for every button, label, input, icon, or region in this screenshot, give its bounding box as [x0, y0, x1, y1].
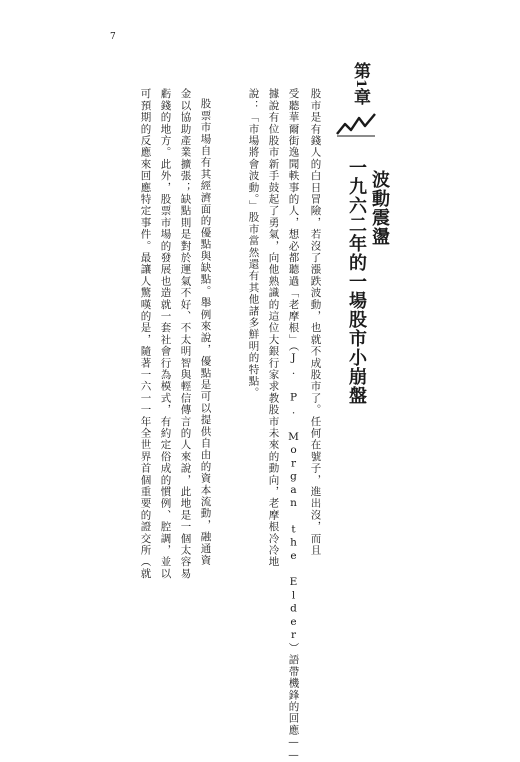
text-column: 虧錢的地方。此外，股票市場的發展也造就一套社會行為模式，有約定俗成的慣例、腔調，並以 — [159, 88, 172, 580]
text-column: 據說有位股市新手鼓起了勇氣，向他熟識的這位大銀行家求教股市未來的動向，老摩根冷冷地 — [267, 88, 280, 568]
chapter-number: 1 — [353, 79, 368, 89]
chapter-label — [348, 62, 373, 105]
text-column: 股票市場自有其經濟面的優點與缺點。舉例來說，優點是可以提供自由的資本流動，融通資 — [199, 98, 212, 566]
text-column: 可預期的反應來回應特定事件。最讓人驚嘆的是，隨著一六一一年全世界首個重要的證交所（就 — [139, 88, 152, 580]
text-column: 受聽華爾街逸聞軼事的人，想必都聽過「老摩根」（J. P. Morgan the Elder）語帶機鋒的回應—— — [287, 88, 300, 762]
page-number: 7 — [110, 32, 116, 42]
chapter-subtitle: 一九六二年的一場股市小崩盤 — [346, 158, 367, 405]
chapter-logo — [335, 112, 377, 142]
text-column: 金以協助產業擴張；缺點則是對於運氣不好、不太明智與輕信傳言的人來說，此地是一個太容易 — [179, 88, 192, 580]
chapter-label-suffix: 章 — [350, 88, 370, 106]
chapter-title: 波動震盪 — [369, 170, 390, 246]
text-column: 說：「市場將會波動。」股市當然還有其他諸多鮮明的特點。 — [247, 88, 260, 399]
text-column: 股市是有錢人的白日冒險，若沒了漲跌波動，也就不成股市了。任何在號子，進出沒，而且 — [309, 88, 322, 556]
chapter-label-prefix: 第 — [350, 62, 370, 79]
stock-line-icon — [335, 112, 377, 138]
